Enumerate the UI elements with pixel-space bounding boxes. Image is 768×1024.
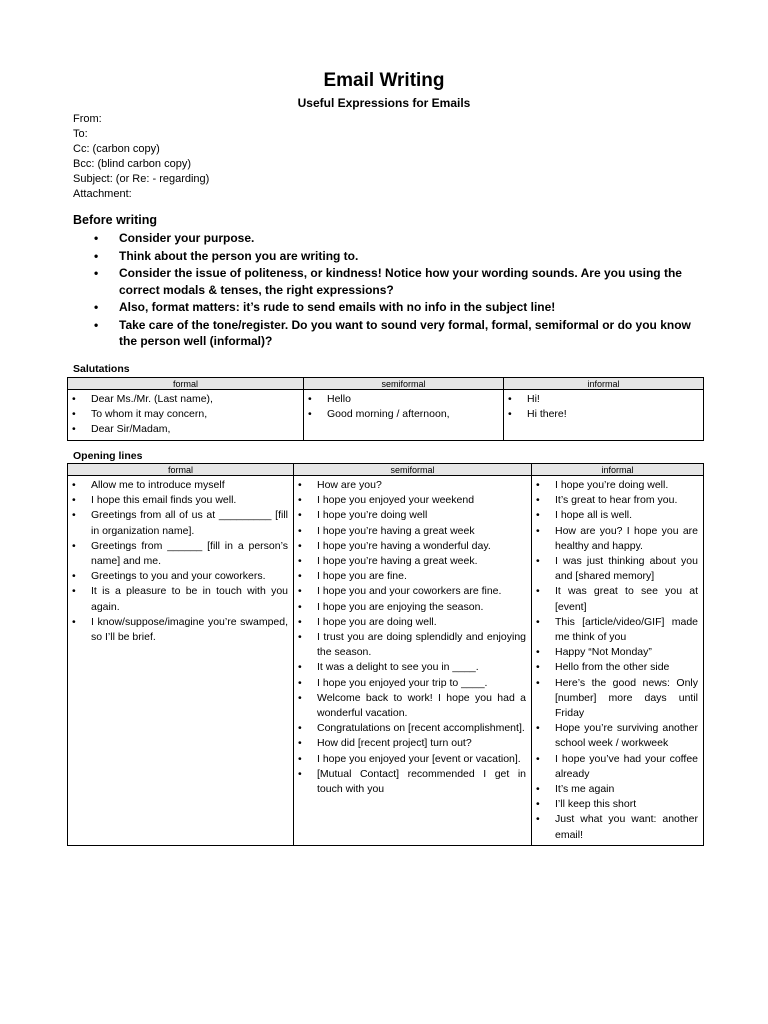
opening-semiformal-list (297, 478, 526, 797)
email-header-fields (73, 112, 209, 202)
list-item: • Hope you’re surviving another school week / workweek (535, 721, 698, 751)
list-item: • I hope you and your coworkers are fine. (297, 584, 526, 599)
list-item: • I hope you enjoyed your weekend (297, 493, 526, 508)
list-item: • To whom it may concern, (71, 407, 298, 422)
column-header-informal: informal (504, 378, 704, 390)
column-header-formal: formal (68, 464, 294, 476)
list-item: • Hello from the other side (535, 660, 698, 675)
list-item: • I hope you’ve had your coffee already (535, 752, 698, 782)
list-item: • [Mutual Contact] recommended I get in touch with you (297, 767, 526, 797)
salutations-semiformal-cell (304, 390, 504, 441)
opening-informal-list (535, 478, 698, 843)
list-item: • Greetings from ______ [fill in a person’s name] and me. (71, 539, 288, 569)
list-item: • I hope this email finds you well. (71, 493, 288, 508)
salutations-heading: Salutations (73, 363, 130, 375)
list-item: • Think about the person you are writing to. (94, 248, 694, 265)
list-item: • It’s great to hear from you. (535, 493, 698, 508)
column-header-semiformal: semiformal (294, 464, 532, 476)
list-item: • Take care of the tone/register. Do you want to sound very formal, formal, semiformal or do you know the person well (informal)? (94, 317, 694, 350)
list-item: • It is a pleasure to be in touch with you again. (71, 584, 288, 614)
list-item: • I hope you enjoyed your [event or vacation]. (297, 752, 526, 767)
opening-lines-heading: Opening lines (73, 450, 143, 462)
list-item: • Welcome back to work! I hope you had a wonderful vacation. (297, 691, 526, 721)
list-item: • Consider the issue of politeness, or kindness! Notice how your wording sounds. Are you using the correct modals & tenses, the right expressions? (94, 265, 694, 298)
list-item: • Consider your purpose. (94, 230, 694, 247)
list-item: • Hi there! (507, 407, 698, 422)
field-subject: Subject: (or Re: - regarding) (73, 173, 210, 185)
table-header-row (68, 378, 704, 390)
list-item: • I hope you’re having a great week. (297, 554, 526, 569)
list-item: • Hi! (507, 392, 698, 407)
before-writing-heading: Before writing (73, 213, 158, 227)
list-item: • Greetings to you and your coworkers. (71, 569, 288, 584)
opening-semiformal-cell (294, 476, 532, 846)
list-item: • Greetings from all of us at _________ [fill in organization name]. (71, 508, 288, 538)
field-bcc: Bcc: (blind carbon copy) (73, 158, 191, 170)
column-header-semiformal: semiformal (304, 378, 504, 390)
list-item: • I know/suppose/imagine you’re swamped, so I’ll be brief. (71, 615, 288, 645)
salutations-informal-cell (504, 390, 704, 441)
list-item: • Happy “Not Monday” (535, 645, 698, 660)
list-item: • It was a delight to see you in ____. (297, 660, 526, 675)
opening-formal-list (71, 478, 288, 645)
salutations-formal-list (71, 392, 298, 438)
opening-formal-cell (68, 476, 294, 846)
column-header-informal: informal (532, 464, 704, 476)
list-item: • Good morning / afternoon, (307, 407, 498, 422)
table-row (68, 390, 704, 441)
list-item: • This [article/video/GIF] made me think of you (535, 615, 698, 645)
list-item: • I hope all is well. (535, 508, 698, 523)
list-item: • I hope you enjoyed your trip to ____. (297, 676, 526, 691)
field-attachment: Attachment: (73, 188, 132, 200)
list-item: • How did [recent project] turn out? (297, 736, 526, 751)
opening-lines-table (67, 463, 704, 846)
page-title: Email Writing (323, 70, 445, 91)
salutations-table (67, 377, 704, 441)
list-item: • How are you? I hope you are healthy and happy. (535, 524, 698, 554)
list-item: • How are you? (297, 478, 526, 493)
list-item: • I hope you are doing well. (297, 615, 526, 630)
list-item: • I hope you’re having a wonderful day. (297, 539, 526, 554)
list-item: • I hope you’re doing well (297, 508, 526, 523)
before-writing-list (94, 230, 694, 351)
column-header-formal: formal (68, 378, 304, 390)
list-item: • Hello (307, 392, 498, 407)
salutations-informal-list (507, 392, 698, 422)
table-header-row (68, 464, 704, 476)
list-item: • It was great to see you at [event] (535, 584, 698, 614)
list-item: • I hope you are fine. (297, 569, 526, 584)
list-item: • I’ll keep this short (535, 797, 698, 812)
field-to: To: (73, 128, 88, 140)
field-cc: Cc: (carbon copy) (73, 143, 160, 155)
salutations-formal-cell (68, 390, 304, 441)
list-item: • Allow me to introduce myself (71, 478, 288, 493)
list-item: • Also, format matters: it’s rude to send emails with no info in the subject line! (94, 299, 694, 316)
salutations-semiformal-list (307, 392, 498, 422)
list-item: • I hope you’re doing well. (535, 478, 698, 493)
list-item: • Here’s the good news: Only [number] more days until Friday (535, 676, 698, 722)
list-item: • I hope you’re having a great week (297, 524, 526, 539)
opening-informal-cell (532, 476, 704, 846)
list-item: • Dear Sir/Madam, (71, 422, 298, 437)
field-from: From: (73, 113, 102, 125)
table-row (68, 476, 704, 846)
list-item: • Dear Ms./Mr. (Last name), (71, 392, 298, 407)
list-item: • It’s me again (535, 782, 698, 797)
page-subtitle: Useful Expressions for Emails (297, 96, 471, 110)
list-item: • I hope you are enjoying the season. (297, 600, 526, 615)
list-item: • Just what you want: another email! (535, 812, 698, 842)
list-item: • I was just thinking about you and [shared memory] (535, 554, 698, 584)
list-item: • Congratulations on [recent accomplishment]. (297, 721, 526, 736)
list-item: • I trust you are doing splendidly and enjoying the season. (297, 630, 526, 660)
